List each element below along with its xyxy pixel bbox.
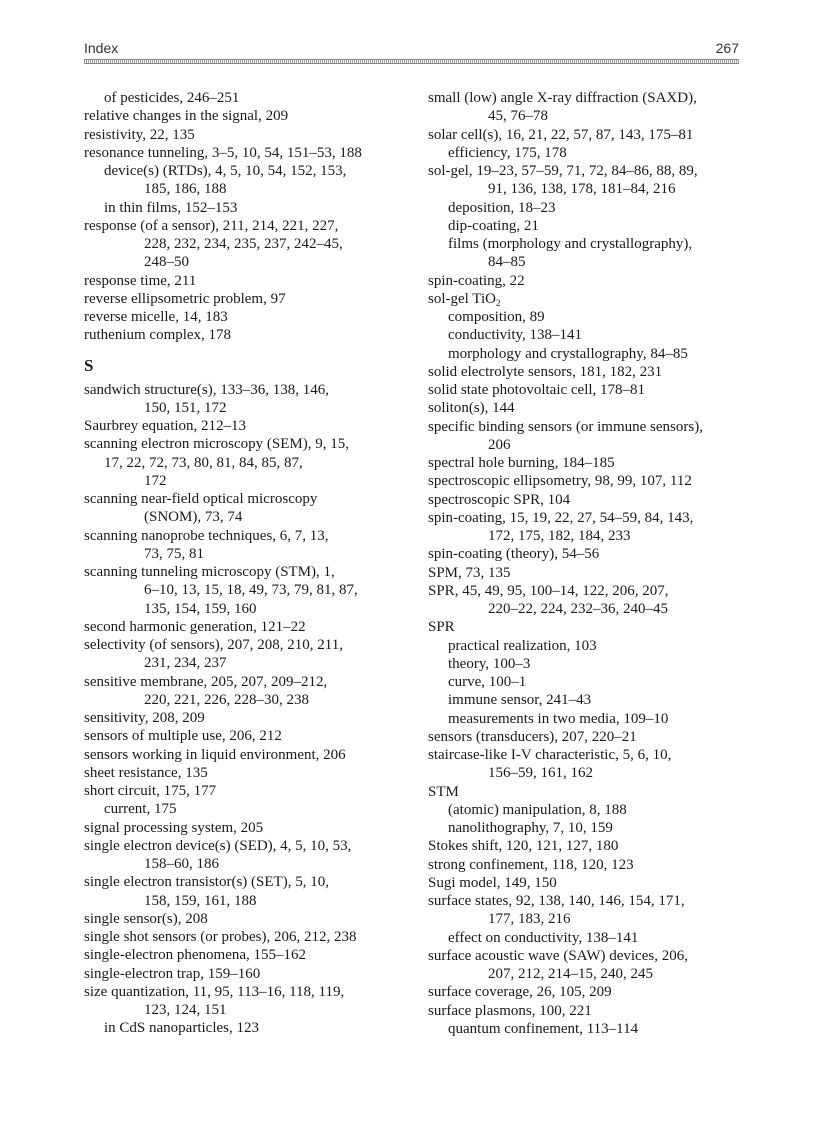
index-entry — [84, 308, 404, 326]
index-entry-continuation — [84, 508, 404, 526]
index-entry-continuation — [428, 180, 746, 198]
index-entry-text: resistivity, 22, 135 — [84, 126, 195, 143]
index-entry — [428, 564, 746, 582]
index-subentry — [84, 1019, 404, 1037]
index-entry — [84, 727, 404, 745]
index-entry-text: 248–50 — [144, 254, 189, 271]
index-entry-text: 135, 154, 159, 160 — [144, 600, 257, 617]
index-entry-text: 220–22, 224, 232–36, 240–45 — [488, 601, 668, 617]
index-column-left — [84, 89, 404, 1038]
index-entry — [84, 709, 404, 727]
index-entry-text: (SNOM), 73, 74 — [144, 509, 243, 526]
index-subentry — [428, 691, 746, 709]
index-entry-text: 45, 76–78 — [488, 108, 548, 125]
index-entry-continuation — [84, 253, 404, 271]
index-entry-text: spectral hole burning, 184–185 — [428, 455, 615, 471]
index-entry-continuation — [84, 399, 404, 417]
index-entry — [84, 928, 404, 946]
index-entry-text: solid state photovoltaic cell, 178–81 — [428, 382, 646, 398]
index-entry — [428, 545, 746, 563]
index-entry — [84, 764, 404, 782]
index-entry-text: 172 — [144, 472, 167, 489]
index-entry-text: sheet resistance, 135 — [84, 764, 208, 781]
index-entry-text: morphology and crystallography, 84–85 — [448, 345, 688, 362]
index-entry-text: Stokes shift, 120, 121, 127, 180 — [428, 838, 619, 855]
index-subentry — [428, 673, 746, 691]
index-entry-continuation — [428, 965, 746, 983]
page-number: 267 — [715, 40, 739, 56]
index-entry-text: surface coverage, 26, 105, 209 — [428, 984, 612, 1001]
index-entry-continuation — [84, 581, 404, 599]
index-subentry — [428, 345, 746, 363]
index-entry-text: single electron device(s) (SED), 4, 5, 10, 53, — [84, 837, 352, 854]
header-title: Index — [84, 40, 119, 56]
index-entry-continuation — [84, 691, 404, 709]
index-entry-continuation — [84, 472, 404, 490]
index-entry — [428, 783, 746, 801]
index-entry-text: of pesticides, 246–251 — [104, 90, 240, 106]
index-entry — [84, 782, 404, 800]
index-entry-text: SPR, 45, 49, 95, 100–14, 122, 206, 207, — [428, 582, 669, 599]
index-entry-text: sensitivity, 208, 209 — [84, 710, 205, 726]
index-entry-text: dip-coating, 21 — [448, 217, 539, 234]
index-entry — [428, 162, 746, 180]
index-entry-text: 206 — [488, 436, 511, 453]
index-entry-text: conductivity, 138–141 — [448, 327, 583, 344]
index-entry — [428, 837, 746, 855]
index-subentry — [84, 800, 404, 818]
index-subentry — [428, 655, 746, 673]
index-entry-text: reverse ellipsometric problem, 97 — [84, 290, 286, 307]
index-entry-text: 158, 159, 161, 188 — [144, 892, 257, 909]
index-entry-continuation — [84, 545, 404, 563]
index-entry — [84, 873, 404, 891]
index-subentry — [428, 1020, 746, 1038]
index-entry-text: sensitive membrane, 205, 207, 209–212, — [84, 673, 328, 690]
index-entry — [428, 983, 746, 1001]
index-entry-text: single electron transistor(s) (SET), 5, 10, — [84, 874, 329, 891]
index-subentry — [428, 801, 746, 819]
index-entry-text: 185, 186, 188 — [144, 181, 227, 198]
index-entry-text: scanning electron microscopy (SEM), 9, 15, — [84, 436, 349, 453]
index-entry — [84, 746, 404, 764]
index-entry — [428, 290, 746, 308]
index-entry — [84, 126, 404, 144]
index-entry-text: (atomic) manipulation, 8, 188 — [448, 801, 627, 818]
index-entry-text: signal processing system, 205 — [84, 819, 264, 836]
index-entry-text: surface states, 92, 138, 140, 146, 154, 171, — [428, 893, 685, 909]
index-entry — [84, 673, 404, 691]
index-column-right — [428, 89, 746, 1038]
index-subentry — [84, 89, 404, 107]
index-entry-text: sensors working in liquid environment, 206 — [84, 746, 346, 763]
index-subentry — [84, 162, 404, 180]
index-entry-continuation — [428, 764, 746, 782]
index-entry — [428, 618, 746, 636]
index-entry-continuation — [428, 527, 746, 545]
index-entry-text: single sensor(s), 208 — [84, 910, 208, 927]
index-entry-text: immune sensor, 241–43 — [448, 692, 592, 709]
index-subentry — [428, 637, 746, 655]
index-entry — [84, 417, 404, 435]
index-entry — [84, 326, 404, 344]
index-entry — [84, 107, 404, 125]
index-entry-text: single-electron phenomena, 155–162 — [84, 947, 307, 964]
index-subentry — [428, 326, 746, 344]
index-entry-text: staircase-like I-V characteristic, 5, 6, 10, — [428, 747, 672, 763]
index-entries-r — [84, 89, 404, 345]
index-entry-text: 231, 234, 237 — [144, 655, 227, 672]
index-subentry — [84, 199, 404, 217]
index-entry-text: 17, 22, 72, 73, 80, 81, 84, 85, 87, — [104, 454, 303, 471]
index-entry-text: theory, 100–3 — [448, 655, 531, 672]
index-entries-s-continued — [428, 89, 746, 1038]
index-subentry — [428, 199, 746, 217]
index-entry-text: 172, 175, 182, 184, 233 — [488, 528, 631, 544]
index-entry-text: sol-gel TiO — [428, 290, 496, 307]
index-entry-text: surface acoustic wave (SAW) devices, 206, — [428, 947, 688, 964]
index-entry-text: response time, 211 — [84, 272, 197, 289]
index-entry — [428, 381, 746, 399]
index-entry-continuation — [84, 1001, 404, 1019]
index-entry-text: spin-coating, 22 — [428, 272, 525, 289]
index-entry-text: ruthenium complex, 178 — [84, 327, 232, 344]
index-entry-text: strong confinement, 118, 120, 123 — [428, 856, 634, 873]
index-entry — [84, 946, 404, 964]
index-entry-text: scanning nanoprobe techniques, 6, 7, 13, — [84, 527, 329, 544]
index-entry-text: practical realization, 103 — [448, 637, 597, 654]
index-entry-text: 84–85 — [488, 254, 526, 271]
index-entry — [84, 819, 404, 837]
index-entry — [428, 89, 746, 107]
index-entry-continuation — [84, 600, 404, 618]
index-entry — [84, 563, 404, 581]
index-entry-text: response (of a sensor), 211, 214, 221, 227, — [84, 217, 339, 234]
index-entry — [84, 435, 404, 453]
index-entry-text: surface plasmons, 100, 221 — [428, 1002, 592, 1019]
index-entry — [428, 1002, 746, 1020]
index-entry-text: solid electrolyte sensors, 181, 182, 231 — [428, 363, 663, 380]
index-entry — [84, 837, 404, 855]
index-entry-continuation — [84, 235, 404, 253]
index-entry-text: scanning near-field optical microscopy — [84, 491, 318, 507]
index-entry — [84, 965, 404, 983]
index-subentry — [428, 217, 746, 235]
index-entry — [428, 856, 746, 874]
index-entry-text: sandwich structure(s), 133–36, 138, 146, — [84, 381, 329, 398]
index-entry-text: in thin films, 152–153 — [104, 199, 238, 216]
index-subentry — [428, 235, 746, 253]
index-entry-text: sensors (transducers), 207, 220–21 — [428, 728, 637, 745]
index-entry — [428, 947, 746, 965]
index-entry-text: specific binding sensors (or immune sensors), — [428, 418, 703, 435]
index-entry — [84, 290, 404, 308]
index-entry-text: spin-coating (theory), 54–56 — [428, 546, 600, 563]
index-entry-continuation — [84, 180, 404, 198]
index-entry — [428, 399, 746, 417]
index-entry-text: sol-gel, 19–23, 57–59, 71, 72, 84–86, 88, 89, — [428, 163, 698, 179]
index-subentry — [428, 308, 746, 326]
index-entry-text: measurements in two media, 109–10 — [448, 710, 669, 727]
index-subentry — [428, 819, 746, 837]
index-entry — [428, 746, 746, 764]
index-entry — [84, 527, 404, 545]
index-entry-text: effect on conductivity, 138–141 — [448, 929, 639, 946]
index-entry-text: selectivity (of sensors), 207, 208, 210, 211, — [84, 637, 343, 653]
index-entry — [428, 363, 746, 381]
index-entry — [428, 126, 746, 144]
index-entry — [428, 491, 746, 509]
index-entry-text: second harmonic generation, 121–22 — [84, 618, 306, 635]
index-entry-text: SPR — [428, 619, 455, 636]
index-subentry — [428, 710, 746, 728]
index-entry-text: quantum confinement, 113–114 — [448, 1020, 639, 1037]
index-entry-text: reverse micelle, 14, 183 — [84, 309, 228, 325]
index-entry-text: soliton(s), 144 — [428, 400, 515, 417]
index-entry — [84, 618, 404, 636]
index-entry-text: scanning tunneling microscopy (STM), 1, — [84, 564, 335, 580]
index-entry-text: small (low) angle X-ray diffraction (SAXD), — [428, 90, 697, 106]
index-entry-text: STM — [428, 783, 459, 800]
index-entry-text: SPM, 73, 135 — [428, 564, 511, 581]
index-entry — [84, 910, 404, 928]
index-entry-text: 91, 136, 138, 178, 181–84, 216 — [488, 181, 676, 198]
index-entry-continuation — [428, 253, 746, 271]
index-entry — [428, 582, 746, 600]
index-entry-text: solar cell(s), 16, 21, 22, 57, 87, 143, 175–81 — [428, 126, 694, 143]
index-entry-continuation — [84, 855, 404, 873]
index-entry-text: 158–60, 186 — [144, 856, 219, 872]
index-entry-continuation — [84, 654, 404, 672]
running-header — [84, 38, 739, 60]
index-entry-text: 177, 183, 216 — [488, 911, 571, 928]
index-entry — [428, 728, 746, 746]
index-entry-text: Sugi model, 149, 150 — [428, 874, 557, 891]
index-entry — [84, 381, 404, 399]
index-entry-text: spin-coating, 15, 19, 22, 27, 54–59, 84, 143, — [428, 509, 694, 526]
index-entry-continuation — [428, 436, 746, 454]
index-entry — [84, 144, 404, 162]
index-entry-continuation — [428, 600, 746, 618]
index-entries-s — [84, 381, 404, 1038]
index-entry-text: relative changes in the signal, 209 — [84, 108, 289, 125]
index-entry-text: 220, 221, 226, 228–30, 238 — [144, 691, 309, 708]
index-entry-text: size quantization, 11, 95, 113–16, 118, 119, — [84, 983, 345, 1000]
index-entry-text: 150, 151, 172 — [144, 399, 227, 416]
index-entry-text: Saurbrey equation, 212–13 — [84, 418, 247, 434]
index-entry-text: 123, 124, 151 — [144, 1002, 227, 1018]
index-entry — [428, 892, 746, 910]
index-entry-text: 6–10, 13, 15, 18, 49, 73, 79, 81, 87, — [144, 582, 358, 599]
index-entry — [428, 509, 746, 527]
index-entry-text: films (morphology and crystallography), — [448, 236, 693, 252]
index-entry — [84, 217, 404, 235]
header-rule — [84, 59, 739, 64]
index-entry — [84, 983, 404, 1001]
index-entry — [428, 874, 746, 892]
index-entry-continuation — [428, 910, 746, 928]
index-entry-text: efficiency, 175, 178 — [448, 144, 567, 161]
index-entry-text: current, 175 — [104, 801, 177, 818]
section-heading: S — [84, 355, 94, 375]
index-entry — [84, 272, 404, 290]
index-entry — [84, 490, 404, 508]
index-entry-text: 156–59, 161, 162 — [488, 765, 593, 782]
index-entry — [428, 472, 746, 490]
index-subentry — [84, 454, 404, 472]
index-entry-text: single shot sensors (or probes), 206, 212, 238 — [84, 929, 357, 945]
index-entry — [428, 454, 746, 472]
index-entry-text: single-electron trap, 159–160 — [84, 965, 261, 982]
index-entry — [84, 636, 404, 654]
index-entry-text: 228, 232, 234, 235, 237, 242–45, — [144, 236, 343, 252]
index-entry-text: 73, 75, 81 — [144, 545, 204, 562]
index-entry-continuation — [84, 892, 404, 910]
index-entry — [428, 418, 746, 436]
index-entry — [428, 272, 746, 290]
index-subentry — [428, 144, 746, 162]
index-entry-text: deposition, 18–23 — [448, 199, 556, 216]
index-entry-text: short circuit, 175, 177 — [84, 783, 217, 799]
index-subentry — [428, 929, 746, 947]
index-entry-text: in CdS nanoparticles, 123 — [104, 1020, 259, 1037]
index-entry-continuation — [428, 107, 746, 125]
index-entry-text: spectroscopic ellipsometry, 98, 99, 107, 112 — [428, 473, 692, 490]
index-entry-text: sensors of multiple use, 206, 212 — [84, 728, 282, 745]
index-entry-text: composition, 89 — [448, 309, 545, 325]
index-entry-text: curve, 100–1 — [448, 674, 527, 690]
index-entry-text: spectroscopic SPR, 104 — [428, 491, 571, 508]
index-entry-text: device(s) (RTDs), 4, 5, 10, 54, 152, 153, — [104, 163, 347, 179]
subscript: 2 — [495, 297, 501, 308]
index-entry-text: nanolithography, 7, 10, 159 — [448, 820, 613, 836]
index-entry-text: 207, 212, 214–15, 240, 245 — [488, 966, 653, 982]
index-entry-text: resonance tunneling, 3–5, 10, 54, 151–53, 188 — [84, 144, 362, 161]
